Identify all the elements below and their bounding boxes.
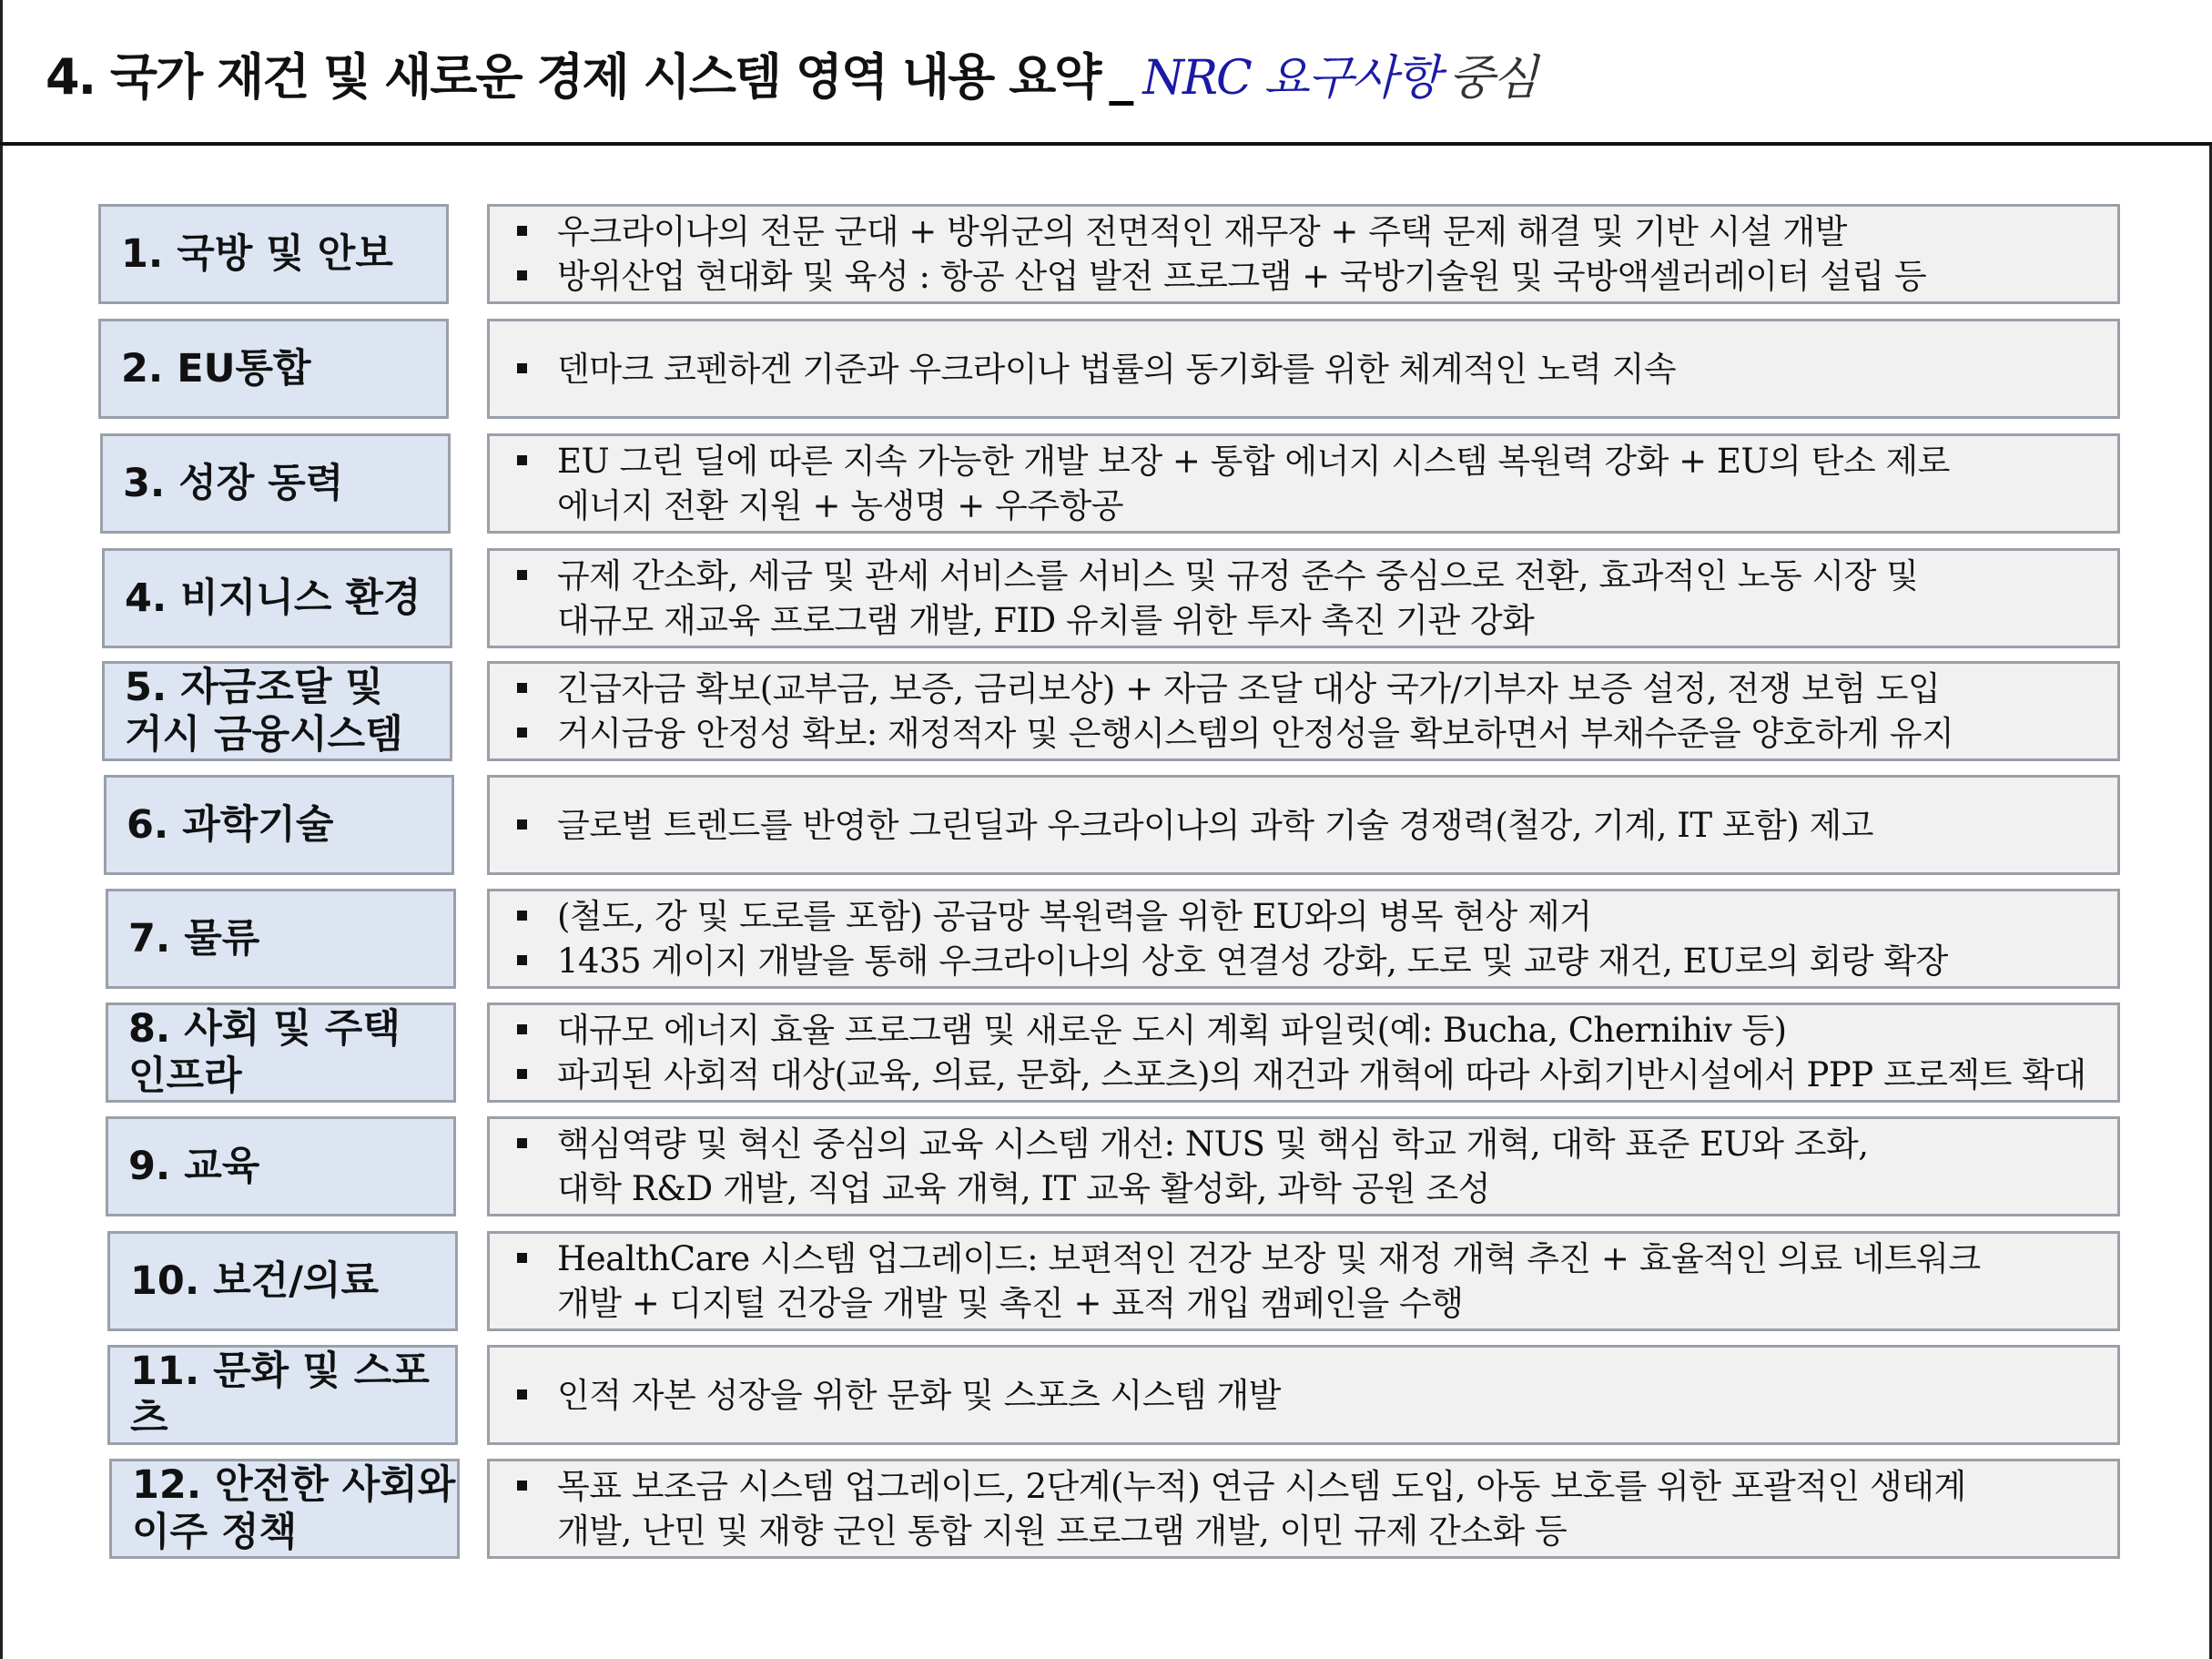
row-label: 2. EU통합 xyxy=(98,319,449,419)
bullet-item: 목표 보조금 시스템 업그레이드, 2단계(누적) 연금 시스템 도입, 아동 보호를 위한 포괄적인 생태계 xyxy=(515,1464,2099,1509)
page-title xyxy=(46,38,1537,120)
bullet-item: 거시금융 안정성 확보: 재정적자 및 은행시스템의 안정성을 확보하면서 부채수준을 양호하게 유지 xyxy=(515,711,2099,756)
row-content xyxy=(487,1231,2120,1331)
row-label: 1. 국방 및 안보 xyxy=(98,204,449,304)
bullet-item: 방위산업 현대화 및 육성 : 항공 산업 발전 프로그램 + 국방기술원 및 국방액셀러레이터 설립 등 xyxy=(515,254,2099,299)
title-main: 4. 국가 재건 및 새로운 경제 시스템 영역 내용 요약 xyxy=(46,48,1101,106)
row-content xyxy=(487,889,2120,989)
row-content xyxy=(487,1345,2120,1445)
bullet-item: 덴마크 코펜하겐 기준과 우크라이나 법률의 동기화를 위한 체계적인 노력 지속 xyxy=(515,347,2099,392)
row-label: 9. 교육 xyxy=(106,1116,456,1216)
row-content xyxy=(487,1116,2120,1216)
bullet-continuation: 대규모 재교육 프로그램 개발, FID 유치를 위한 투자 촉진 기관 강화 xyxy=(557,601,1535,640)
bullet-item: 글로벌 트렌드를 반영한 그린딜과 우크라이나의 과학 기술 경쟁력(철강, 기계, IT 포함) 제고 xyxy=(515,803,2099,848)
bullet-item: EU 그린 딜에 따른 지속 가능한 개발 보장 + 통합 에너지 시스템 복원력 강화 + EU의 탄소 제로 xyxy=(515,439,2099,483)
title-divider xyxy=(0,142,2212,146)
row-content xyxy=(487,319,2120,419)
bullet-continuation: 개발 + 디지털 건강을 개발 및 촉진 + 표적 개입 캠페인을 수행 xyxy=(557,1284,1464,1323)
left-frame-line xyxy=(0,0,3,1659)
bullet-item: 핵심역량 및 혁신 중심의 교육 시스템 개선: NUS 및 핵심 학교 개혁, 대학 표준 EU와 조화, xyxy=(515,1122,2099,1166)
bullet-item: 긴급자금 확보(교부금, 보증, 금리보상) + 자금 조달 대상 국가/기부자 보증 설정, 전쟁 보험 도입 xyxy=(515,667,2099,711)
row-label: 6. 과학기술 xyxy=(104,775,454,875)
title-subtitle-rest: 중심 xyxy=(1448,51,1537,106)
row-label: 12. 안전한 사회와 이주 정책 xyxy=(109,1459,460,1559)
bullet-item: 파괴된 사회적 대상(교육, 의료, 문화, 스포츠)의 재건과 개혁에 따라 사회기반시설에서 PPP 프로젝트 확대 xyxy=(515,1053,2099,1097)
bullet-continuation: 에너지 전환 지원 + 농생명 + 우주항공 xyxy=(557,486,1123,525)
bullet-item: 규제 간소화, 세금 및 관세 서비스를 서비스 및 규정 준수 중심으로 전환, 효과적인 노동 시장 및 xyxy=(515,554,2099,598)
bullet-continuation: 개발, 난민 및 재향 군인 통합 지원 프로그램 개발, 이민 규제 간소화 등 xyxy=(557,1511,1568,1551)
bullet-item: (철도, 강 및 도로를 포함) 공급망 복원력을 위한 EU와의 병목 현상 제거 xyxy=(515,894,2099,939)
row-content xyxy=(487,204,2120,304)
row-content xyxy=(487,548,2120,648)
row-content xyxy=(487,661,2120,761)
row-label: 10. 보건/의료 xyxy=(107,1231,458,1331)
row-content xyxy=(487,775,2120,875)
bullet-item: 인적 자본 성장을 위한 문화 및 스포츠 시스템 개발 xyxy=(515,1373,2099,1418)
title-separator: _ xyxy=(1109,48,1134,106)
row-label: 3. 성장 동력 xyxy=(100,433,451,534)
row-label: 4. 비지니스 환경 xyxy=(102,548,452,648)
row-label: 5. 자금조달 및 거시 금융시스템 xyxy=(102,661,452,761)
bullet-item: HealthCare 시스템 업그레이드: 보편적인 건강 보장 및 재정 개혁 추진 + 효율적인 의료 네트워크 xyxy=(515,1237,2099,1281)
row-content xyxy=(487,1003,2120,1103)
row-label: 7. 물류 xyxy=(106,889,456,989)
bullet-continuation: 대학 R&D 개발, 직업 교육 개혁, IT 교육 활성화, 과학 공원 조성 xyxy=(557,1169,1490,1208)
row-label: 11. 문화 및 스포츠 xyxy=(107,1345,458,1445)
bullet-item: 대규모 에너지 효율 프로그램 및 새로운 도시 계획 파일럿(예: Bucha, Chernihiv 등) xyxy=(515,1008,2099,1053)
bullet-item: 우크라이나의 전문 군대 + 방위군의 전면적인 재무장 + 주택 문제 해결 및 기반 시설 개발 xyxy=(515,209,2099,254)
title-subtitle-highlight: NRC 요구사항 xyxy=(1142,51,1440,106)
row-content xyxy=(487,1459,2120,1559)
row-content xyxy=(487,433,2120,534)
bullet-item: 1435 게이지 개발을 통해 우크라이나의 상호 연결성 강화, 도로 및 교량 재건, EU로의 회랑 확장 xyxy=(515,939,2099,983)
row-label: 8. 사회 및 주택 인프라 xyxy=(106,1003,456,1103)
